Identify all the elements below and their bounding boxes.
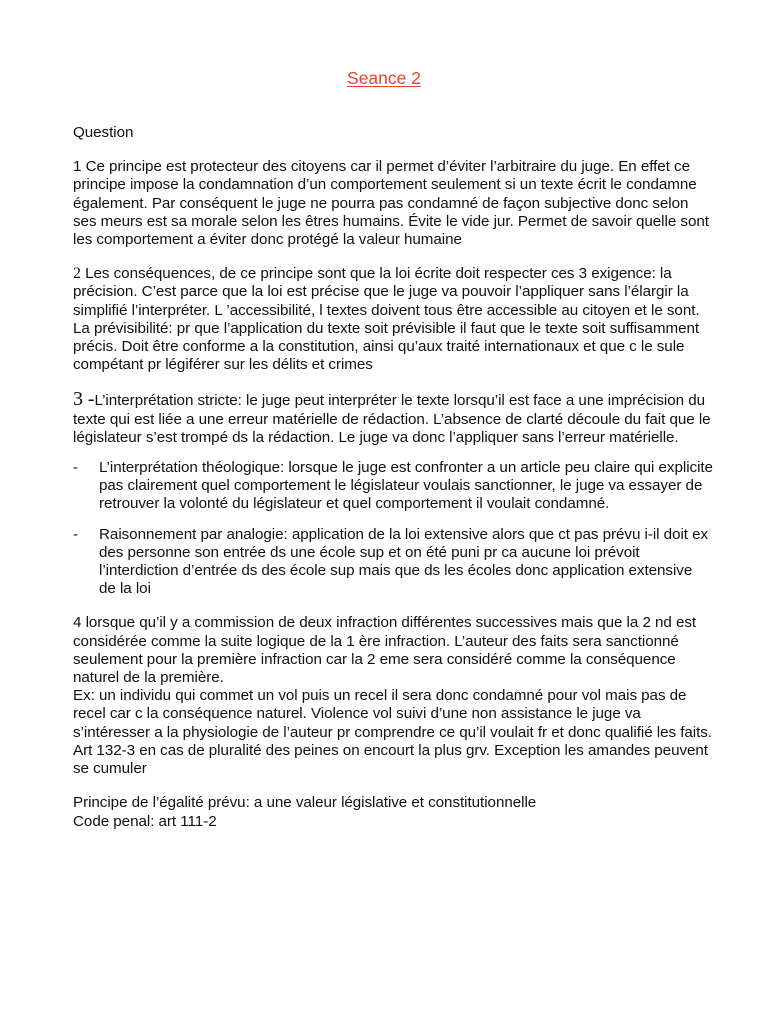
- paragraph-1: [73, 158, 713, 249]
- bullet-marker: -: [73, 459, 78, 477]
- paragraph-3-text: L’interprétation stricte: le juge peut interpréter le texte lorsqu’il est face a une imprécision du texte qui est liée a une erreur matérielle de rédaction. L’absence de clarté découle du fait que le législateur s’est trompé ds la rédaction. Le juge va donc l’appliquer sans l’erreur matérielle.: [73, 392, 711, 446]
- paragraph-2-text: Les conséquences, de ce principe sont que la loi écrite doit respecter ces 3 exigence: la précision. C’est parce que la loi est précise que le juge va pouvoir l’appliquer sans l’élargir la simplifié l’interpréter. L ’accessibilité, l textes doivent tous être accessible au citoyen et le sont. La prévisibilité: pr que l’application du texte soit prévisible il faut que le texte soit suffisamment précis. Doit être conforme a la constitution, ainsi qu’aux traité internationaux et que c le sule compétant pr légiférer sur les délits et crimes: [73, 265, 700, 374]
- bullet-text: L’interprétation théologique: lorsque le juge est confronter a un article peu claire qui explicite pas clairement quel comportement le législateur voulais sanctionner, le juge va essayer de retrouver la volonté du législateur et quel comportement il voulait condamné.: [99, 459, 713, 513]
- paragraph-1-number: 1: [73, 158, 82, 176]
- paragraph-4-line: Art 132-3 en cas de pluralité des peines on encourt la plus grv. Exception les amandes peuvent se cumuler: [73, 741, 708, 778]
- page-title: Seance 2: [347, 68, 421, 88]
- paragraph-3-number: 3 -: [73, 388, 95, 411]
- question-heading: Question: [73, 124, 134, 141]
- bullet-text: Raisonnement par analogie: application de la loi extensive alors que ct pas prévu i-il doit ex des personne son entrée ds une école sup et on été puni pr ca aucune loi prévoit l’interdiction d’entrée ds des école sup mais que ds les écoles donc application extensive de la loi: [99, 525, 709, 598]
- paragraph-4-line: Ex: un individu qui commet un vol puis un recel il sera donc condamné pour vol mais pas de recel car c la conséquence naturel. Violence vol suivi d’une non assistance le juge va s’intéresser a la physiologie de l’auteur pr comprendre ce qu’il voulait fr et donc qualifié les faits.: [73, 687, 712, 741]
- bullet-item: [73, 459, 713, 514]
- paragraph-1-text: Ce principe est protecteur des citoyens car il permet d’éviter l’arbitraire du juge. En effet ce principe impose la condamnation d’un comportement seulement si un texte écrit le condamne également. Par conséquent le juge ne pourra pas condamné de façon subjective donc selon ses meurs est sa morale selon les êtres humains. Évite le vide jur. Permet de savoir quelle sont les comportement a éviter donc protégé la valeur humaine: [73, 158, 709, 249]
- bullet-marker: -: [73, 525, 78, 543]
- document-body: [73, 124, 713, 847]
- paragraph-5-line: Principe de l’égalité prévu: a une valeur législative et constitutionnelle: [73, 794, 537, 812]
- paragraph-2: [73, 265, 713, 374]
- paragraph-2-number: 2: [73, 265, 81, 283]
- paragraph-4-line: 4 lorsque qu’il y a commission de deux infraction différentes successives mais que la 2 nd est considérée comme la suite logique de la 1 ère infraction. L’auteur des faits sera sanctionné seulement pour la première infraction car la 2 eme sera considéré comme la conséquence naturel de la première.: [73, 614, 697, 687]
- paragraph-5: [73, 794, 713, 830]
- paragraph-5-line: Code penal: art 111-2: [73, 812, 217, 830]
- bullet-item: [73, 526, 713, 599]
- paragraph-3: [73, 390, 713, 447]
- paragraph-4: [73, 614, 713, 778]
